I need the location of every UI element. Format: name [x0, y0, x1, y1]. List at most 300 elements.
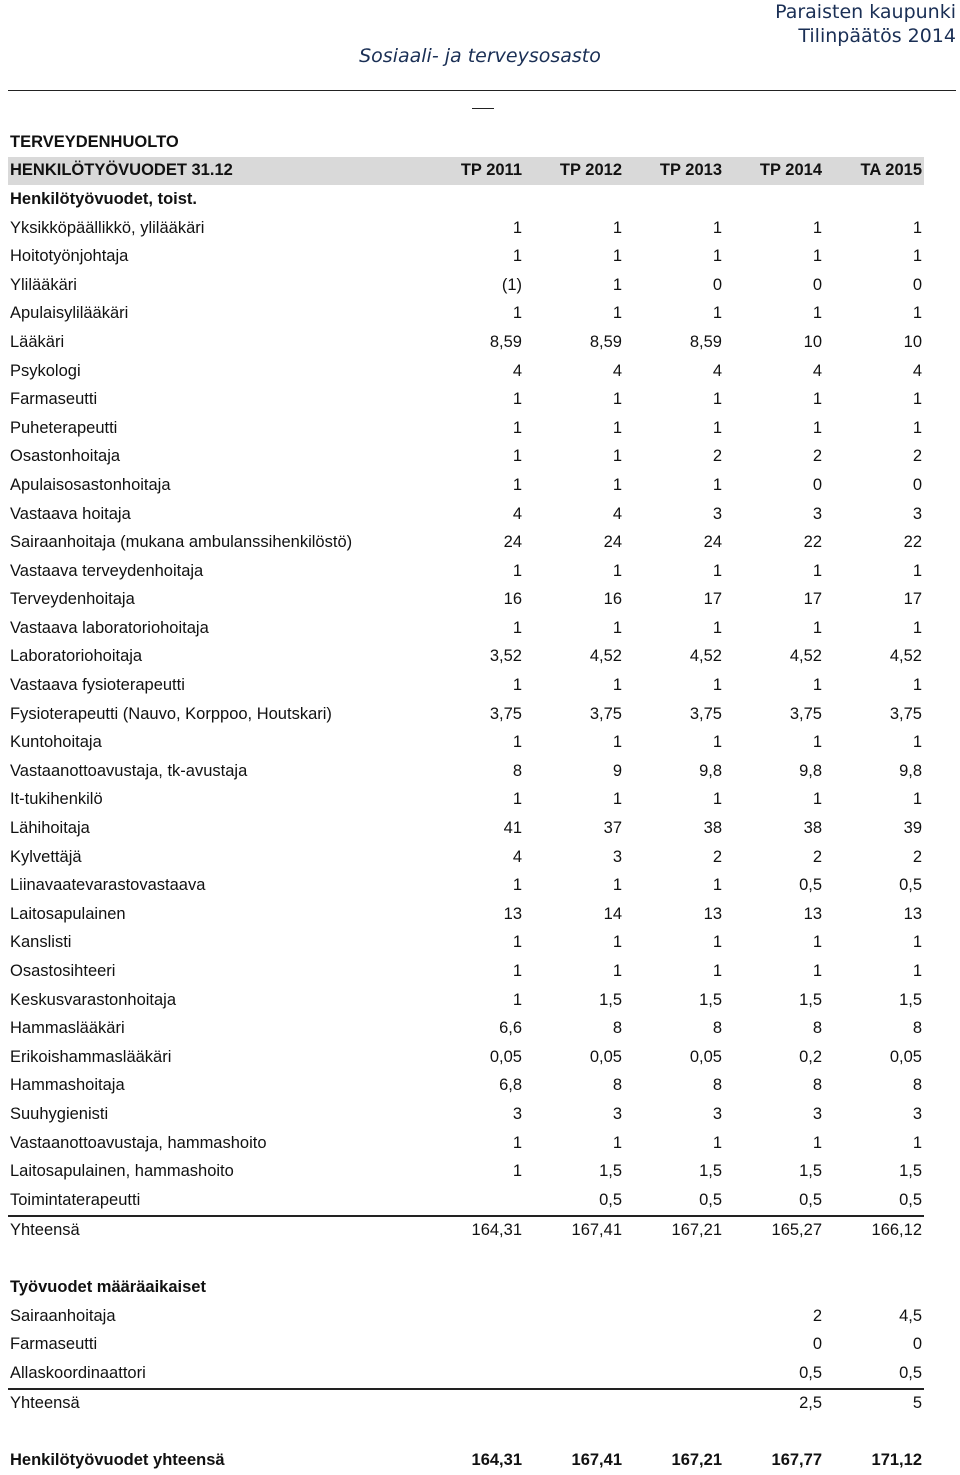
value-cell: 16	[503, 590, 522, 609]
value-cell: 0	[812, 1335, 822, 1354]
value-cell: 2,5	[724, 1389, 824, 1419]
value-cell: 3	[912, 504, 922, 523]
header-label: HENKILÖTYÖVUODET 31.12	[8, 157, 424, 186]
value-cell: 1,5	[799, 990, 822, 1009]
table-row	[8, 643, 924, 672]
value-cell: 1,5	[599, 990, 622, 1009]
table-row	[8, 1186, 924, 1216]
row-label: Sairaanhoitaja (mukana ambulanssihenkilöstö)	[10, 533, 353, 552]
table-row	[8, 528, 924, 557]
table-row	[8, 957, 924, 986]
table-row	[8, 671, 924, 700]
value-cell: 1	[512, 733, 522, 752]
value-cell: 8,59	[689, 332, 722, 351]
value-cell	[624, 1302, 724, 1331]
value-cell: 9,8	[899, 761, 922, 780]
value-cell: 167,21	[624, 1216, 724, 1246]
value-cell: 22	[803, 533, 822, 552]
value-cell: 1	[512, 418, 522, 437]
value-cell: 1	[912, 676, 922, 695]
value-cell: 9,8	[799, 761, 822, 780]
staff-years-table	[8, 128, 924, 1475]
value-cell: 164,31	[424, 1216, 524, 1246]
value-cell: 1	[912, 218, 922, 237]
value-cell	[624, 1389, 724, 1419]
value-cell: 0,5	[899, 1190, 922, 1209]
row-label: Vastaava terveydenhoitaja	[10, 561, 204, 580]
value-cell: 1,5	[899, 990, 922, 1009]
row-label: Terveydenhoitaja	[10, 590, 135, 609]
value-cell: 4	[612, 504, 622, 523]
value-cell	[424, 1186, 524, 1216]
value-cell: (1)	[501, 275, 522, 294]
value-cell: 3	[612, 1104, 622, 1123]
value-cell: 1	[912, 561, 922, 580]
table-row	[8, 500, 924, 529]
row-label: Henkilötyövuodet yhteensä	[10, 1450, 225, 1469]
value-cell: 1	[612, 475, 622, 494]
table-row	[8, 471, 924, 500]
value-cell: 0,5	[899, 876, 922, 895]
value-cell: 1	[612, 790, 622, 809]
value-cell: 4,52	[789, 647, 822, 666]
value-cell: 167,41	[571, 1450, 622, 1469]
value-cell: 0,5	[799, 876, 822, 895]
row-label: Toimintaterapeutti	[10, 1190, 141, 1209]
value-cell: 0	[912, 275, 922, 294]
value-cell: 1	[712, 876, 722, 895]
row-label: Yksikköpäällikkö, ylilääkäri	[10, 218, 205, 237]
value-cell: 1	[812, 733, 822, 752]
row-label: Vastaava laboratoriohoitaja	[10, 618, 209, 637]
value-cell: 1	[812, 962, 822, 981]
row-label: Vastaava fysioterapeutti	[10, 676, 185, 695]
section-row	[8, 128, 924, 157]
value-cell: 1	[512, 390, 522, 409]
table-row	[8, 414, 924, 443]
value-cell: 0,5	[699, 1190, 722, 1209]
value-cell: 1	[612, 876, 622, 895]
value-cell	[524, 1302, 624, 1331]
row-label: Apulaisosastonhoitaja	[10, 475, 171, 494]
column-header: TP 2012	[524, 157, 624, 186]
value-cell: 3	[612, 847, 622, 866]
value-cell: 1	[812, 790, 822, 809]
table-row	[8, 328, 924, 357]
value-cell	[424, 1359, 524, 1389]
document-header	[775, 0, 956, 48]
value-cell	[524, 1359, 624, 1389]
value-cell: 4,52	[689, 647, 722, 666]
value-cell: 1	[712, 218, 722, 237]
value-cell: 1	[812, 418, 822, 437]
table-row	[8, 929, 924, 958]
value-cell: 3	[912, 1104, 922, 1123]
value-cell: 1	[912, 247, 922, 266]
value-cell: 39	[903, 819, 922, 838]
value-cell: 1	[912, 618, 922, 637]
value-cell: 4	[612, 361, 622, 380]
value-cell: 0,5	[599, 1190, 622, 1209]
value-cell: 3	[512, 1104, 522, 1123]
value-cell: 1	[612, 275, 622, 294]
value-cell: 0,5	[899, 1363, 922, 1382]
value-cell: 1	[912, 933, 922, 952]
row-label: Erikoishammaslääkäri	[10, 1047, 172, 1066]
value-cell: 1	[512, 876, 522, 895]
value-cell: 2	[712, 847, 722, 866]
value-cell: 4	[712, 361, 722, 380]
value-cell: 0	[812, 275, 822, 294]
table-row	[8, 786, 924, 815]
group-title-row	[8, 1273, 924, 1302]
header-rule	[8, 90, 956, 91]
value-cell: 0,5	[799, 1190, 822, 1209]
value-cell: 1	[512, 962, 522, 981]
value-cell: 17	[703, 590, 722, 609]
value-cell: 2	[712, 447, 722, 466]
value-cell	[424, 1330, 524, 1359]
row-label: Kuntohoitaja	[10, 733, 102, 752]
table-row	[8, 871, 924, 900]
value-cell: 10	[803, 332, 822, 351]
row-label: Laboratoriohoitaja	[10, 647, 143, 666]
row-label: Allaskoordinaattori	[10, 1363, 146, 1382]
value-cell: 6,6	[499, 1019, 522, 1038]
value-cell: 10	[903, 332, 922, 351]
value-cell: 8	[612, 1076, 622, 1095]
value-cell: 17	[903, 590, 922, 609]
document-title: Tilinpäätös 2014	[798, 25, 956, 47]
value-cell: 38	[803, 819, 822, 838]
value-cell: 1	[512, 247, 522, 266]
value-cell: 0,2	[799, 1047, 822, 1066]
table-row	[8, 614, 924, 643]
table-row	[8, 242, 924, 271]
section-title: TERVEYDENHUOLTO	[10, 132, 179, 151]
value-cell: 8	[712, 1076, 722, 1095]
value-cell: 167,41	[524, 1216, 624, 1246]
table-row	[8, 700, 924, 729]
table-row	[8, 1129, 924, 1158]
table-row	[8, 385, 924, 414]
table-row	[8, 1072, 924, 1101]
column-header: TA 2015	[824, 157, 924, 186]
row-label: Hammaslääkäri	[10, 1019, 125, 1038]
row-label: Kylvettäjä	[10, 847, 82, 866]
table-row	[8, 986, 924, 1015]
row-label: Apulaisylilääkäri	[10, 304, 129, 323]
value-cell: 8	[812, 1076, 822, 1095]
value-cell: 1	[512, 1162, 522, 1181]
row-label: Vastaanottoavustaja, tk-avustaja	[10, 761, 248, 780]
value-cell: 3	[812, 1104, 822, 1123]
value-cell: 1	[612, 418, 622, 437]
organization-name: Paraisten kaupunki	[775, 1, 956, 23]
value-cell	[424, 1389, 524, 1419]
row-label: Lähihoitaja	[10, 819, 90, 838]
value-cell: 8,59	[589, 332, 622, 351]
value-cell: 1	[912, 304, 922, 323]
column-header: TP 2014	[724, 157, 824, 186]
row-label: Suuhygienisti	[10, 1104, 109, 1123]
value-cell: 2	[812, 1306, 822, 1325]
row-label: Laitosapulainen	[10, 904, 126, 923]
value-cell: 1	[712, 304, 722, 323]
value-cell: 1	[512, 790, 522, 809]
value-cell: 0	[712, 275, 722, 294]
row-label: Yhteensä	[8, 1389, 424, 1419]
row-label: Vastaanottoavustaja, hammashoito	[10, 1133, 267, 1152]
value-cell: 8	[812, 1019, 822, 1038]
row-label: Yhteensä	[8, 1216, 424, 1246]
value-cell: 1,5	[799, 1162, 822, 1181]
value-cell: 0,5	[799, 1363, 822, 1382]
value-cell: 167,21	[671, 1450, 722, 1469]
value-cell: 16	[603, 590, 622, 609]
row-label: Vastaava hoitaja	[10, 504, 131, 523]
value-cell: 5	[824, 1389, 924, 1419]
column-header-row	[8, 157, 924, 186]
value-cell: 1	[612, 618, 622, 637]
value-cell: 1	[912, 733, 922, 752]
value-cell: 3,75	[489, 704, 522, 723]
value-cell: 2	[812, 847, 822, 866]
row-label: Farmaseutti	[10, 1335, 98, 1354]
value-cell: 1	[912, 790, 922, 809]
value-cell: 1	[712, 475, 722, 494]
value-cell: 38	[703, 819, 722, 838]
value-cell: 22	[903, 533, 922, 552]
value-cell: 1	[712, 790, 722, 809]
value-cell	[524, 1330, 624, 1359]
department-name: Sosiaali- ja terveysosasto	[359, 45, 601, 67]
total-row	[8, 1389, 924, 1419]
value-cell: 4	[512, 361, 522, 380]
value-cell: 0,05	[889, 1047, 922, 1066]
value-cell: 3,75	[689, 704, 722, 723]
value-cell: 41	[503, 819, 522, 838]
value-cell: 0,05	[489, 1047, 522, 1066]
row-label: Ylilääkäri	[10, 275, 77, 294]
value-cell: 9,8	[699, 761, 722, 780]
table-row	[8, 1157, 924, 1186]
table-row	[8, 443, 924, 472]
value-cell: 0,05	[589, 1047, 622, 1066]
table-row	[8, 300, 924, 329]
row-label: Psykologi	[10, 361, 81, 380]
value-cell: 1,5	[599, 1162, 622, 1181]
table-row	[8, 1014, 924, 1043]
value-cell: 1	[512, 561, 522, 580]
table-row	[8, 1100, 924, 1129]
value-cell: 1	[912, 1133, 922, 1152]
value-cell: 3,75	[889, 704, 922, 723]
value-cell: 2	[912, 447, 922, 466]
value-cell: 1	[812, 618, 822, 637]
value-cell: 0	[812, 475, 822, 494]
table-row	[8, 757, 924, 786]
value-cell: 24	[603, 533, 622, 552]
table-row	[8, 214, 924, 243]
table-row	[8, 900, 924, 929]
row-label: It-tukihenkilö	[10, 790, 103, 809]
value-cell: 0,05	[689, 1047, 722, 1066]
value-cell: 1	[512, 1133, 522, 1152]
value-cell: 8	[612, 1019, 622, 1038]
value-cell: 4,52	[589, 647, 622, 666]
row-label: Laitosapulainen, hammashoito	[10, 1162, 234, 1181]
value-cell: 1,5	[899, 1162, 922, 1181]
value-cell: 1,5	[699, 990, 722, 1009]
value-cell: 1	[612, 561, 622, 580]
value-cell: 1	[512, 218, 522, 237]
row-label: Liinavaatevarastovastaava	[10, 876, 206, 895]
row-label: Keskusvarastonhoitaja	[10, 990, 177, 1009]
value-cell: 1	[612, 218, 622, 237]
value-cell: 4,5	[899, 1306, 922, 1325]
value-cell: 1	[812, 304, 822, 323]
value-cell: 1,5	[699, 1162, 722, 1181]
value-cell: 164,31	[471, 1450, 522, 1469]
value-cell: 1	[712, 1133, 722, 1152]
value-cell: 2	[912, 847, 922, 866]
value-cell	[424, 1302, 524, 1331]
value-cell: 1	[512, 475, 522, 494]
value-cell: 1	[812, 247, 822, 266]
row-label: Sairaanhoitaja	[10, 1306, 116, 1325]
row-label: Hoitotyönjohtaja	[10, 247, 129, 266]
value-cell: 8	[912, 1076, 922, 1095]
value-cell: 2	[812, 447, 822, 466]
value-cell: 1	[812, 390, 822, 409]
value-cell: 1	[712, 247, 722, 266]
value-cell: 1	[712, 733, 722, 752]
value-cell: 1	[912, 962, 922, 981]
value-cell: 3,75	[589, 704, 622, 723]
row-label: Kanslisti	[10, 933, 72, 952]
row-label: Osastosihteeri	[10, 962, 116, 981]
value-cell	[524, 1389, 624, 1419]
value-cell: 13	[503, 904, 522, 923]
header-rule-short	[472, 108, 494, 109]
spacer-row	[8, 1245, 924, 1273]
value-cell: 167,77	[771, 1450, 822, 1469]
value-cell: 1	[712, 962, 722, 981]
value-cell: 24	[503, 533, 522, 552]
table-row	[8, 586, 924, 615]
value-cell: 0	[912, 475, 922, 494]
value-cell: 171,12	[871, 1450, 922, 1469]
value-cell: 1	[612, 962, 622, 981]
value-cell: 4,52	[889, 647, 922, 666]
value-cell: 0	[912, 1335, 922, 1354]
value-cell	[624, 1330, 724, 1359]
value-cell: 1	[712, 676, 722, 695]
table-row	[8, 1330, 924, 1359]
value-cell: 1	[512, 676, 522, 695]
value-cell: 1	[912, 418, 922, 437]
value-cell: 8,59	[489, 332, 522, 351]
value-cell: 3,75	[789, 704, 822, 723]
group-title: Henkilötyövuodet, toist.	[10, 189, 198, 208]
group-title: Työvuodet määräaikaiset	[10, 1277, 206, 1296]
row-label: Osastonhoitaja	[10, 447, 121, 466]
value-cell: 166,12	[824, 1216, 924, 1246]
row-label: Puheterapeutti	[10, 418, 118, 437]
column-header: TP 2013	[624, 157, 724, 186]
value-cell: 1	[812, 1133, 822, 1152]
table-row	[8, 1302, 924, 1331]
grand-total-row	[8, 1446, 924, 1475]
value-cell: 3	[812, 504, 822, 523]
value-cell: 1	[912, 390, 922, 409]
row-label: Farmaseutti	[10, 390, 98, 409]
value-cell: 14	[603, 904, 622, 923]
value-cell	[624, 1359, 724, 1389]
value-cell: 165,27	[724, 1216, 824, 1246]
value-cell: 4	[512, 847, 522, 866]
value-cell: 1	[812, 218, 822, 237]
value-cell: 13	[703, 904, 722, 923]
value-cell: 1	[812, 561, 822, 580]
table-row	[8, 814, 924, 843]
group-title-row	[8, 185, 924, 214]
total-row	[8, 1216, 924, 1246]
value-cell: 4	[912, 361, 922, 380]
value-cell: 6,8	[499, 1076, 522, 1095]
value-cell: 4	[812, 361, 822, 380]
value-cell: 1	[512, 990, 522, 1009]
value-cell: 17	[803, 590, 822, 609]
column-header: TP 2011	[424, 157, 524, 186]
value-cell: 1	[612, 733, 622, 752]
value-cell: 1	[712, 618, 722, 637]
value-cell: 9	[612, 761, 622, 780]
value-cell: 13	[803, 904, 822, 923]
value-cell: 8	[912, 1019, 922, 1038]
value-cell: 4	[512, 504, 522, 523]
value-cell: 1	[712, 561, 722, 580]
value-cell: 1	[712, 390, 722, 409]
value-cell: 1	[812, 933, 822, 952]
spacer-row	[8, 1418, 924, 1446]
table-row	[8, 271, 924, 300]
value-cell: 3	[712, 1104, 722, 1123]
value-cell: 1	[512, 304, 522, 323]
value-cell: 1	[712, 418, 722, 437]
table-row	[8, 1359, 924, 1389]
value-cell: 13	[903, 904, 922, 923]
value-cell: 1	[512, 933, 522, 952]
value-cell: 1	[512, 447, 522, 466]
value-cell: 24	[703, 533, 722, 552]
table-row	[8, 357, 924, 386]
value-cell: 1	[612, 304, 622, 323]
table-row	[8, 843, 924, 872]
value-cell: 8	[712, 1019, 722, 1038]
value-cell: 1	[712, 933, 722, 952]
value-cell: 37	[603, 819, 622, 838]
value-cell: 1	[612, 1133, 622, 1152]
row-label: Fysioterapeutti (Nauvo, Korppoo, Houtskari)	[10, 704, 332, 723]
value-cell: 1	[612, 447, 622, 466]
value-cell: 3,52	[489, 647, 522, 666]
value-cell: 1	[812, 676, 822, 695]
value-cell: 8	[512, 761, 522, 780]
row-label: Hammashoitaja	[10, 1076, 125, 1095]
table-body	[8, 128, 924, 1475]
